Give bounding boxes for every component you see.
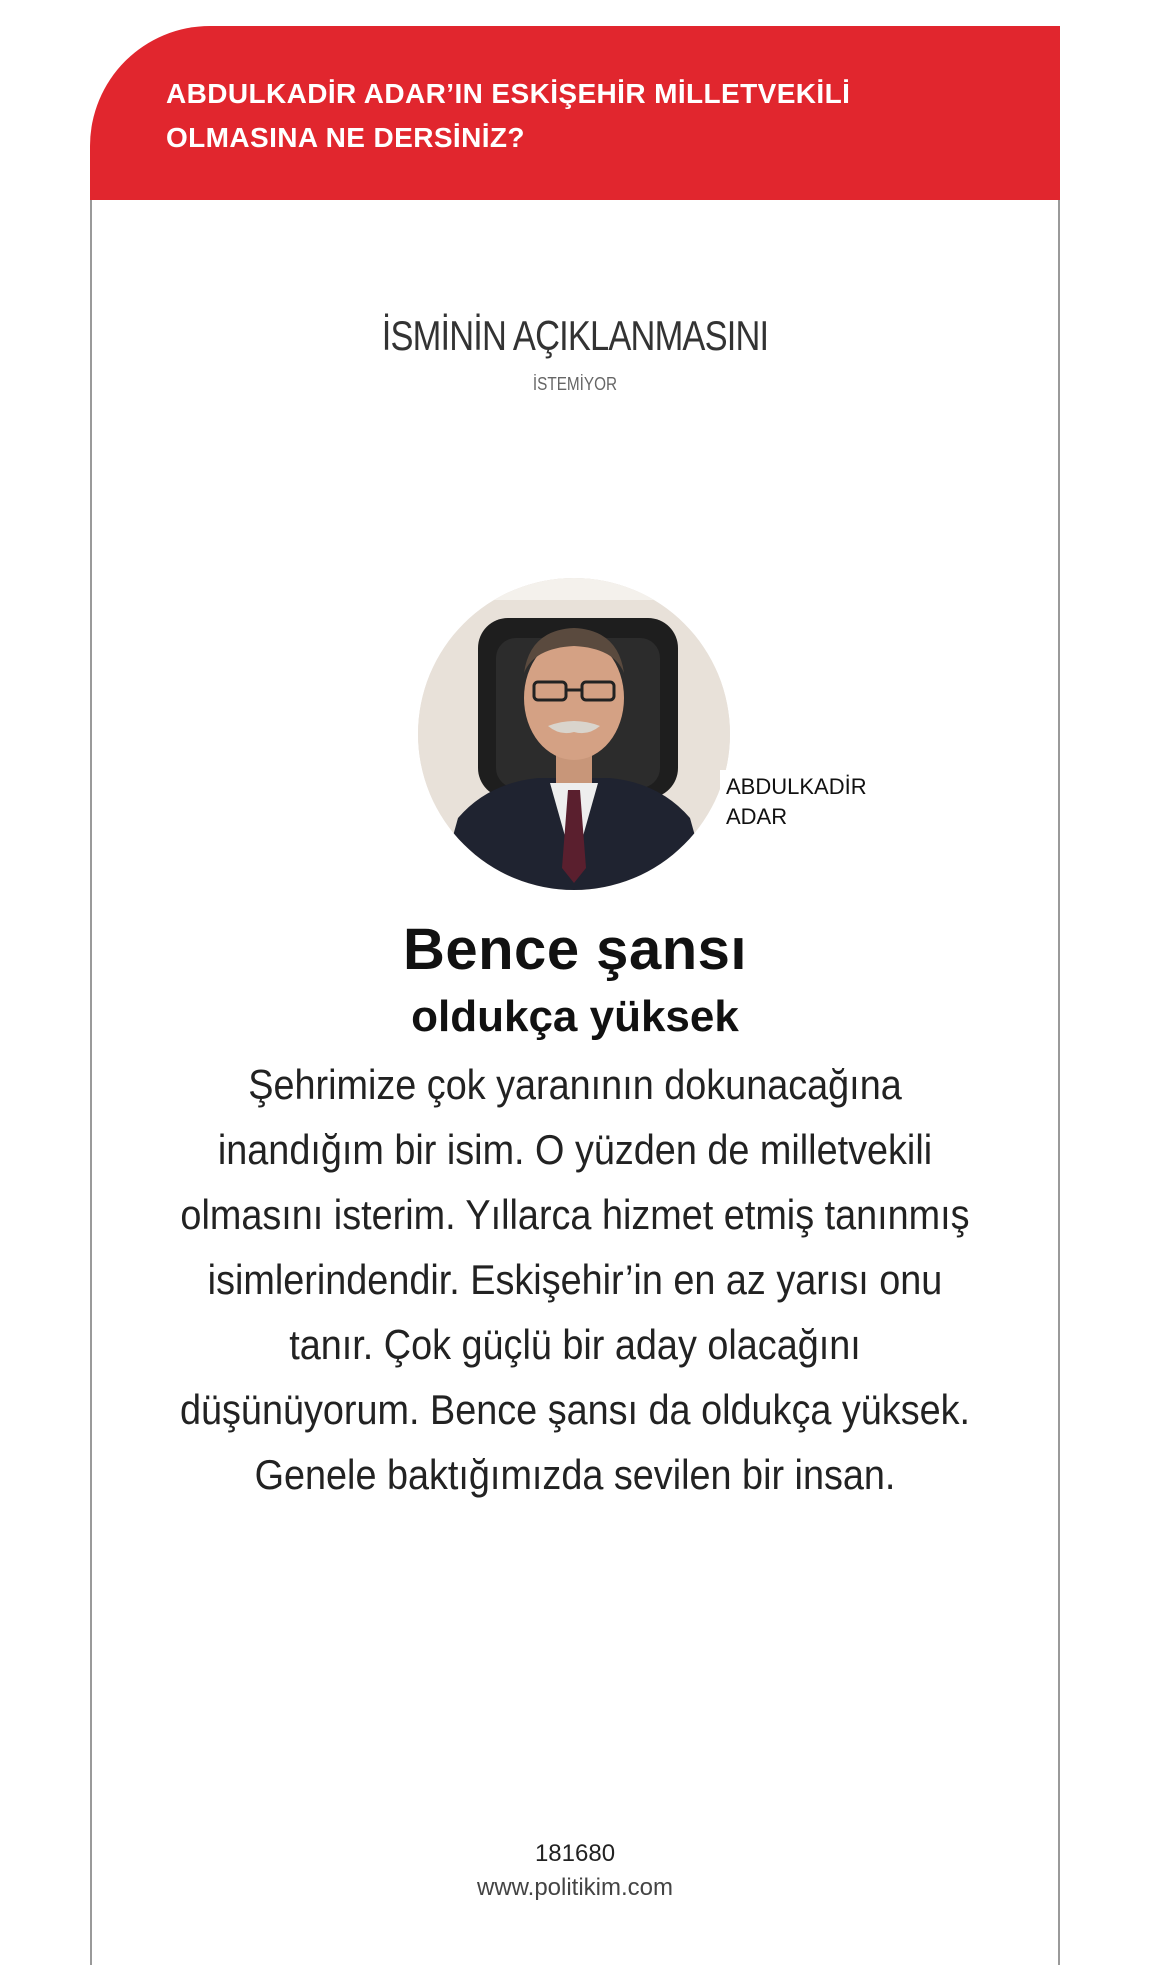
quote-subheadline: oldukça yüksek [411,992,739,1041]
question-header [90,26,1060,200]
subject-photo [418,578,730,890]
footer-url: www.politikim.com [476,1874,674,1901]
card-border-left [90,200,92,1965]
subject-name-line2: ADAR [726,804,788,829]
card-border-right [1058,200,1060,1965]
portrait-image [418,578,730,890]
quote-body: Şehrimize çok yaranının dokunacağına inandığım bir isim. O yüzden de milletvekili olmasını isterim. Yıllarca hizmet etmiş tanınmış isimlerindendir. Eskişehir’in en az yarısı onu tanır. Çok güçlü bir aday olacağını düşünüyorum. Bence şansı da oldukça yüksek. Genele baktığımızda sevilen bir insan. [179,1061,971,1498]
respondent-subtitle: İSTEMİYOR [532,374,618,394]
respondent-title: İSMİNİN AÇIKLANMASINI [381,312,769,359]
question-title: ABDULKADİR ADAR’IN ESKİŞEHİR MİLLETVEKİLİ OLMASINA NE DERSİNİZ? [166,78,851,153]
footer-id: 181680 [534,1840,616,1867]
subject-name-line1: ABDULKADİR [726,774,867,799]
subject-name [720,770,873,834]
quote-headline: Bence şansı [402,917,747,982]
